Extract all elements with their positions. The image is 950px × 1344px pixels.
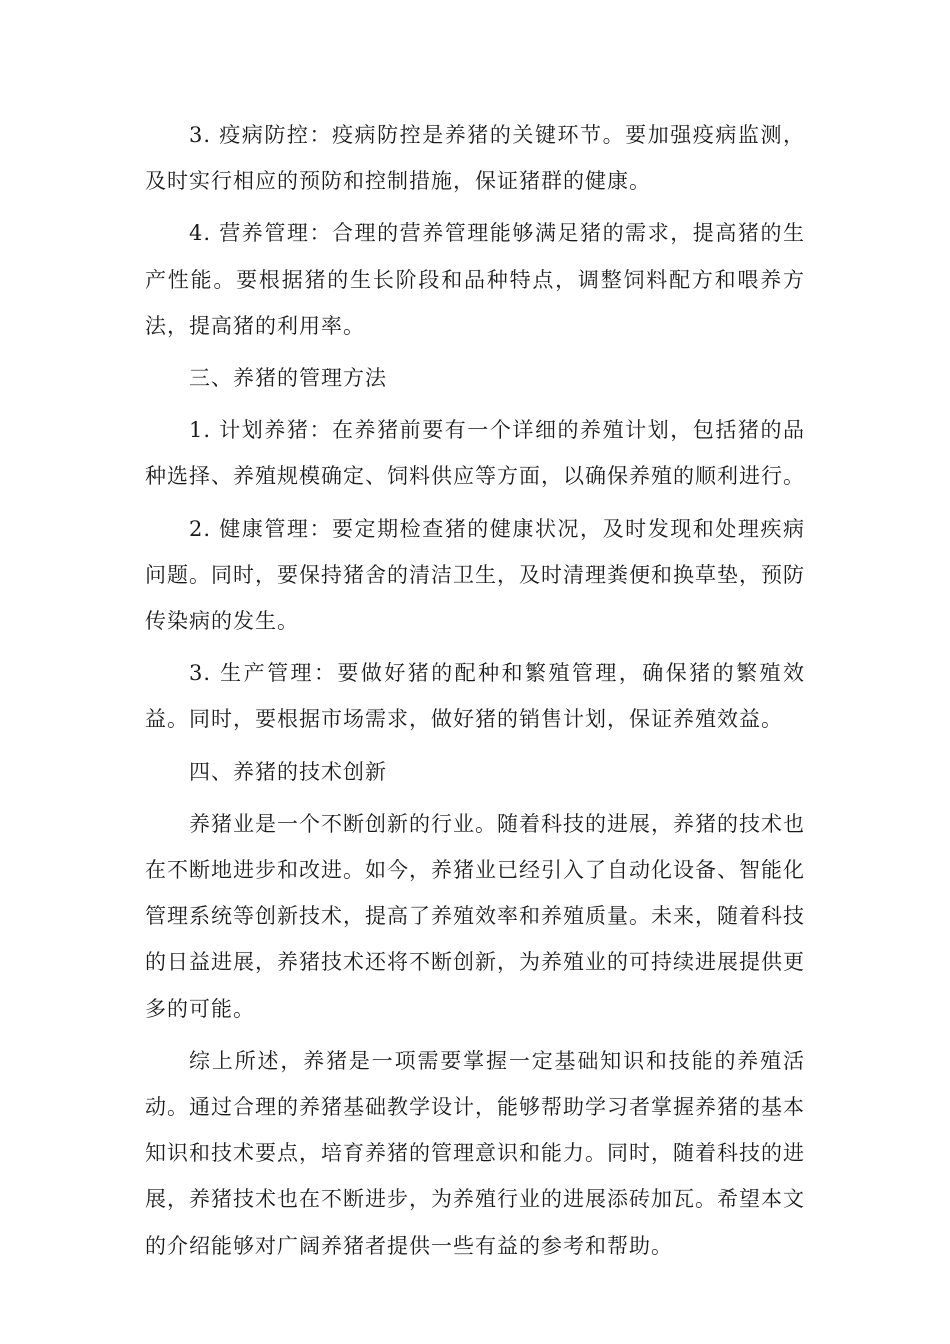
- paragraph-conclusion: 综上所述，养猪是一项需要掌握一定基础知识和技能的养殖活动。通过合理的养猪基础教学设计，能够帮助学习者掌握养猪的基本知识和技术要点，培育养猪的管理意识和能力。同时，随着科技的进展，养猪技术也在不断进步，为养殖行业的进展添砖加瓦。希望本文的介绍能够对广阔养猪者提供一些有益的参考和帮助。: [145, 1048, 805, 1258]
- paragraph-nutrition-management: 4. 营养管理：合理的营养管理能够满足猪的需求，提高猪的生产性能。要根据猪的生长阶段和品种特点，调整饲料配方和喂养方法，提高猪的利用率。: [145, 221, 805, 338]
- section-heading-technical-innovation: 四、养猪的技术创新: [189, 759, 387, 784]
- paragraph-production-management: 3. 生产管理：要做好猪的配种和繁殖管理，确保猪的繁殖效益。同时，要根据市场需求，做好猪的销售计划，保证养殖效益。: [145, 661, 805, 732]
- paragraph-disease-control: 3. 疫病防控：疫病防控是养猪的关键环节。要加强疫病监测，及时实行相应的预防和控制措施，保证猪群的健康。: [145, 123, 805, 194]
- document-page: [145, 112, 805, 1275]
- paragraph-health-management: 2. 健康管理：要定期检查猪的健康状况，及时发现和处理疾病问题。同时，要保持猪舍的清洁卫生，及时清理粪便和换草垫，预防传染病的发生。: [145, 516, 805, 634]
- paragraph-innovation: 养猪业是一个不断创新的行业。随着科技的进展，养猪的技术也在不断地进步和改进。如今，养猪业已经引入了自动化设备、智能化管理系统等创新技术，提高了养殖效率和养殖质量。未来，随着科技的日益进展，养猪技术还将不断创新，为养殖业的可持续进展提供更多的可能。: [145, 811, 805, 1021]
- paragraph-planned-farming: 1. 计划养猪：在养猪前要有一个详细的养殖计划，包括猪的品种选择、养殖规模确定、饲料供应等方面，以确保养殖的顺利进行。: [145, 418, 805, 489]
- section-heading-management-methods: 三、养猪的管理方法: [189, 366, 387, 391]
